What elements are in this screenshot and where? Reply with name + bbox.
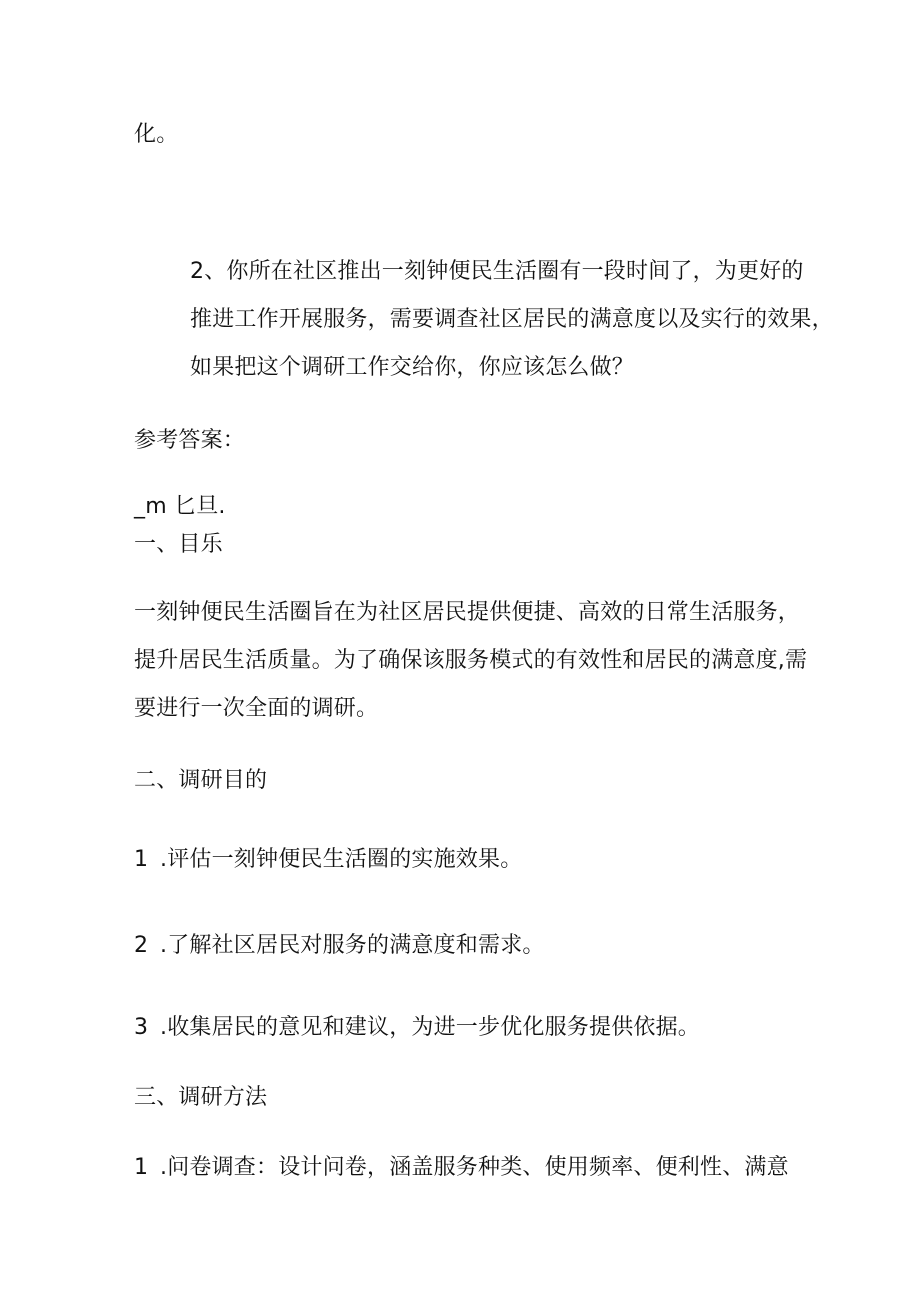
answer-label: 参考答案： — [134, 428, 246, 453]
section-1-paragraph-line-3: 要进行一次全面的调研。 — [134, 696, 379, 721]
section-3-heading: 三、调研方法 — [134, 1085, 268, 1110]
list-item-number: 1 — [134, 1155, 149, 1180]
continuation-text: 化。 — [134, 122, 179, 147]
list-item — [134, 1013, 700, 1043]
list-item — [134, 931, 545, 961]
section-1-paragraph-line-2: 提升居民生活质量。为了确保该服务模式的有效性和居民的满意度,需 — [134, 648, 808, 673]
ocr-artifact-text: _m 匕旦. — [134, 494, 226, 519]
section-1-paragraph-line-1: 一刻钟便民生活圈旨在为社区居民提供便捷、高效的日常生活服务， — [134, 600, 801, 625]
list-item-text: .问卷调查：设计问卷，涵盖服务种类、使用频率、便利性、满意 — [160, 1155, 789, 1180]
list-item-number: 3 — [134, 1015, 149, 1040]
section-1-heading: 一、目乐 — [134, 532, 223, 557]
list-item — [134, 1153, 789, 1183]
section-2-heading: 二、调研目的 — [134, 768, 268, 793]
question-line-1: 2、你所在社区推出一刻钟便民生活圈有一段时间了，为更好的 — [190, 259, 804, 284]
list-item-number: 2 — [134, 933, 149, 958]
list-item-number: 1 — [134, 847, 149, 872]
question-line-2: 推进工作开展服务，需要调查社区居民的满意度以及实行的效果， — [190, 307, 834, 332]
list-item — [134, 845, 522, 875]
question-line-3: 如果把这个调研工作交给你，你应该怎么做？ — [190, 355, 635, 380]
list-item-text: .收集居民的意见和建议，为进一步优化服务提供依据。 — [160, 1015, 700, 1040]
list-item-text: .了解社区居民对服务的满意度和需求。 — [160, 933, 545, 958]
list-item-text: .评估一刻钟便民生活圈的实施效果。 — [160, 847, 523, 872]
